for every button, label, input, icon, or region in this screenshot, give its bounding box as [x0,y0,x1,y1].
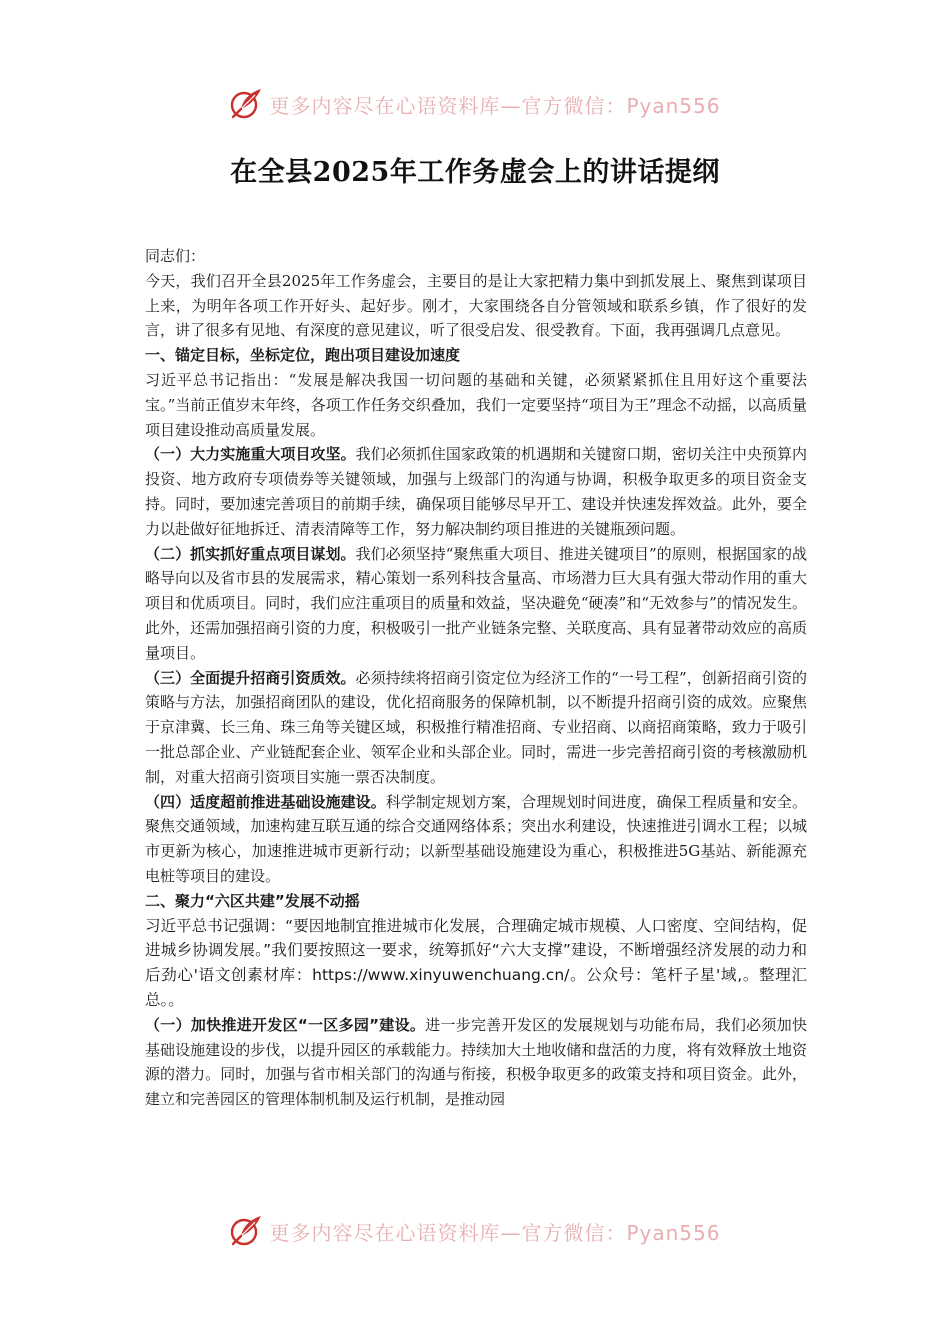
salutation: 同志们： [145,247,206,265]
section-2-heading: 二、聚力“六区共建”发展不动摇 [145,891,360,910]
section-1-heading: 一、锚定目标，坐标定位，跑出项目建设加速度 [145,346,461,365]
section-1-item-3 [145,666,807,790]
item-lead: （一）大力实施重大项目攻坚。 [145,445,356,464]
watermark-text: 更多内容尽在心语资料库—官方微信：Pyan556 [269,93,721,118]
section-1-body: 习近平总书记指出：“发展是解决我国一切问题的基础和关键，必须紧紧抓住且用好这个重要法宝。”当前正值岁末年终，各项工作任务交织叠加，我们一定要坚持“项目为王”理念不动摇，以高质量项目建设推动高质量发展。 [145,370,807,439]
item-text: 我们必须抓住国家政策的机遇期和关键窗口期，密切关注中央预算内投资、地方政府专项债券等关键领域，加强与上级部门的沟通与协调，积极争取更多的项目资金支持。同时，要加速完善项目的前期手续，确保项目能够尽早开工、建设并快速发挥效益。此外，要全力以赴做好征地拆迁、清表清障等工作，努力解决制约项目推进的关键瓶颈问题。 [145,445,807,538]
document-body [145,244,807,1112]
section-2-body: 习近平总书记强调：“要因地制宜推进城市化发展，合理确定城市规模、人口密度、空间结构，促进城乡协调发展。”我们要按照这一要求，统筹抓好“六大支撑”建设，不断增强经济发展的动力和后劲心'语文创素材库：https://www.xinyuwenchuang.cn/。公众号：笔杆子星'域,。整理汇总。。 [145,916,807,1009]
item-text: 必须持续将招商引资定位为经济工作的“一号工程”，创新招商引资的策略与方法，加强招商团队的建设，优化招商服务的保障机制，以不断提升招商引资的成效。应聚焦于京津冀、长三角、珠三角等关键区域，积极推行精准招商、专业招商、以商招商策略，致力于吸引一批总部企业、产业链配套企业、领军企业和头部企业。同时，需进一步完善招商引资的考核激励机制，对重大招商引资项目实施一票否决制度。 [145,668,807,786]
item-text: 我们必须坚持“聚焦重大项目、推进关键项目”的原则，根据国家的战略导向以及省市县的发展需求，精心策划一系列科技含量高、市场潜力巨大具有强大带动作用的重大项目和优质项目。同时，我们应注重项目的质量和效益，坚决避免“硬凑”和“无效参与”的情况发生。此外，还需加强招商引资的力度，积极吸引一批产业链条完整、关联度高、具有显著带动效应的高质量项目。 [145,544,807,662]
item-text: 进一步完善开发区的发展规划与功能布局，我们必须加快基础设施建设的步伐，以提升园区的承载能力。持续加大土地收储和盘活的力度，将有效释放土地资源的潜力。同时，加强与省市相关部门的沟通与衔接，积极争取更多的政策支持和项目资金。此外，建立和完善园区的管理体制机制及运行机制，是推动园 [145,1015,807,1109]
item-lead: （一）加快推进开发区“一区多园”建设。 [145,1015,426,1034]
section-1-item-1 [145,442,807,541]
section-1-item-4 [145,790,807,889]
item-lead: （二）抓实抓好重点项目谋划。 [145,544,356,563]
intro-paragraph: 今天，我们召开全县2025年工作务虚会，主要目的是让大家把精力集中到抓发展上、聚焦到谋项目上来，为明年各项工作开好头、起好步。刚才，大家围绕各自分管领域和联系乡镇，作了很好的发言，讲了很多有见地、有深度的意见建议，听了很受启发、很受教育。下面，我再强调几点意见。 [145,271,807,340]
quill-logo-icon [229,1214,263,1248]
section-2-item-1 [145,1013,807,1112]
section-1-item-2 [145,542,807,666]
item-lead: （四）适度超前推进基础设施建设。 [145,792,386,811]
header-watermark-banner [0,84,950,124]
footer-watermark-banner [0,1211,950,1251]
quill-logo-icon [229,87,263,121]
watermark-text: 更多内容尽在心语资料库—官方微信：Pyan556 [269,1220,721,1245]
document-title: 在全县2025年工作务虚会上的讲话提纲 [230,157,720,188]
item-text: 科学制定规划方案，合理规划时间进度，确保工程质量和安全。聚焦交通领域，加速构建互联互通的综合交通网络体系；突出水利建设，快速推进引调水工程；以城市更新为核心，加速推进城市更新行动；以新型基础设施建设为重心，积极推进5G基站、新能源充电桩等项目的建设。 [145,792,807,885]
item-lead: （三）全面提升招商引资质效。 [145,668,356,687]
